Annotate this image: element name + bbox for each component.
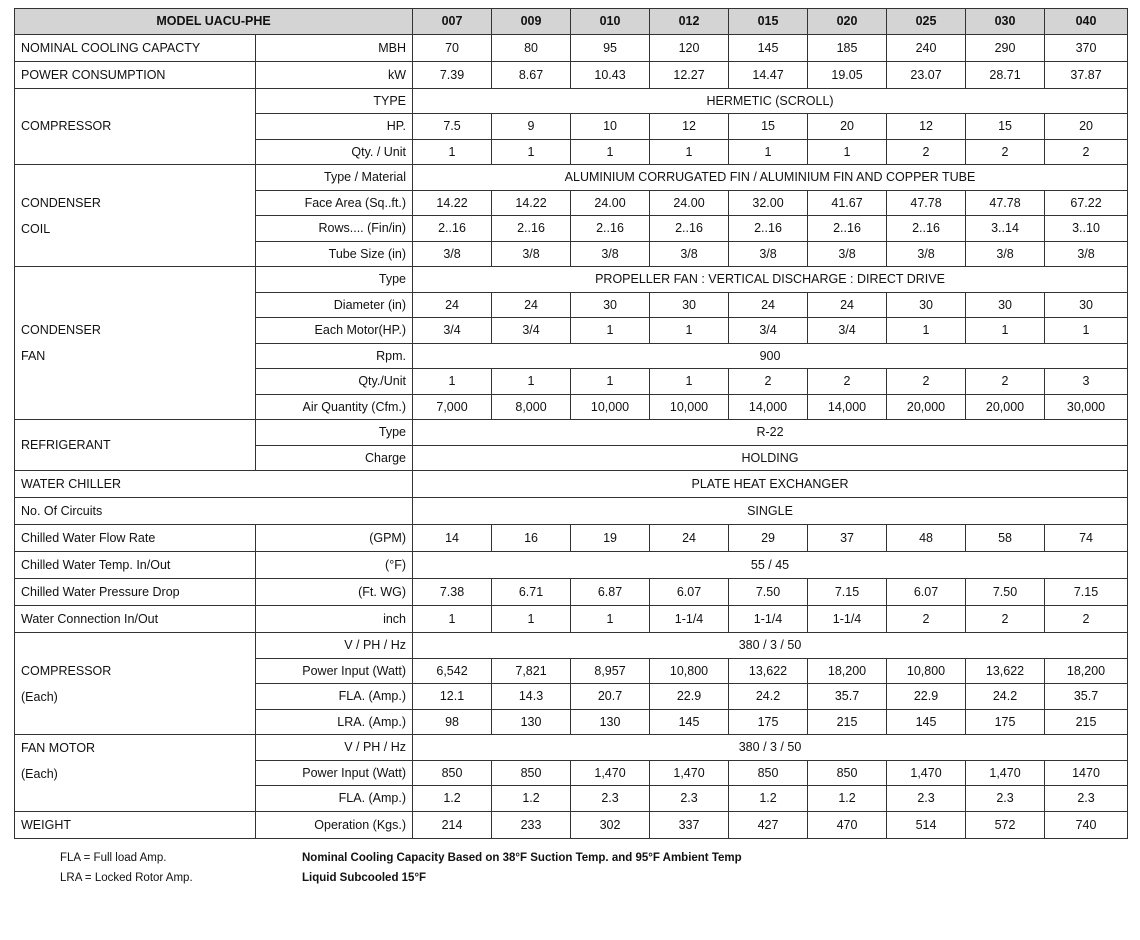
parameter-label: Charge: [256, 445, 413, 471]
value-cell: 740: [1045, 811, 1128, 838]
model-020: 020: [808, 9, 887, 35]
value-cell: 30: [966, 292, 1045, 318]
value-cell: 240: [887, 34, 966, 61]
value-cell: 7.50: [966, 579, 1045, 606]
value-cell: 6.71: [492, 579, 571, 606]
table-row: [15, 61, 1128, 88]
value-cell: 48: [887, 525, 966, 552]
value-cell: 10: [571, 114, 650, 140]
merged-value: 55 / 45: [413, 552, 1128, 579]
model-010: 010: [571, 9, 650, 35]
value-cell: 175: [966, 709, 1045, 735]
value-cell: 3/4: [808, 318, 887, 344]
value-cell: 120: [650, 34, 729, 61]
value-cell: 3..10: [1045, 216, 1128, 242]
value-cell: 9: [492, 114, 571, 140]
value-cell: 24.2: [729, 684, 808, 710]
value-cell: 145: [729, 34, 808, 61]
value-cell: 35.7: [1045, 684, 1128, 710]
value-cell: 370: [1045, 34, 1128, 61]
parameter-label: LRA. (Amp.): [256, 709, 413, 735]
subcool-note: Liquid Subcooled 15°F: [302, 872, 427, 884]
value-cell: 850: [492, 760, 571, 786]
value-cell: 233: [492, 811, 571, 838]
table-row: [15, 579, 1128, 606]
value-cell: 185: [808, 34, 887, 61]
value-cell: 24: [729, 292, 808, 318]
value-cell: 80: [492, 34, 571, 61]
value-cell: 12: [887, 114, 966, 140]
table-row: [15, 471, 1128, 498]
parameter-label: Power Input (Watt): [256, 760, 413, 786]
parameter-label: Power Input (Watt): [256, 658, 413, 684]
parameter-label: TYPE: [256, 88, 413, 114]
value-cell: 15: [966, 114, 1045, 140]
merged-value: HERMETIC (SCROLL): [413, 88, 1128, 114]
table-row: [15, 34, 1128, 61]
value-cell: 15: [729, 114, 808, 140]
value-cell: 6.07: [887, 579, 966, 606]
value-cell: 850: [808, 760, 887, 786]
section-label: Chilled Water Flow Rate: [15, 525, 256, 552]
value-cell: 19: [571, 525, 650, 552]
value-cell: 3/8: [492, 241, 571, 267]
value-cell: 2: [1045, 139, 1128, 165]
value-cell: 145: [887, 709, 966, 735]
value-cell: 24: [808, 292, 887, 318]
table-row: [15, 498, 1128, 525]
value-cell: 1: [492, 139, 571, 165]
model-025: 025: [887, 9, 966, 35]
value-cell: 2..16: [729, 216, 808, 242]
value-cell: 10,000: [571, 394, 650, 420]
value-cell: 3/8: [1045, 241, 1128, 267]
value-cell: 3: [1045, 369, 1128, 395]
section-label: CONDENSER COIL: [15, 165, 256, 267]
value-cell: 337: [650, 811, 729, 838]
value-cell: 58: [966, 525, 1045, 552]
parameter-label: MBH: [256, 34, 413, 61]
value-cell: 1: [650, 369, 729, 395]
value-cell: 2: [887, 606, 966, 633]
value-cell: 2: [1045, 606, 1128, 633]
table-row: [15, 420, 1128, 446]
value-cell: 7.15: [1045, 579, 1128, 606]
value-cell: 1: [413, 369, 492, 395]
parameter-label: Qty. / Unit: [256, 139, 413, 165]
parameter-label: FLA. (Amp.): [256, 786, 413, 812]
value-cell: 3/8: [808, 241, 887, 267]
value-cell: 2: [966, 369, 1045, 395]
value-cell: 16: [492, 525, 571, 552]
value-cell: 470: [808, 811, 887, 838]
value-cell: 145: [650, 709, 729, 735]
model-030: 030: [966, 9, 1045, 35]
value-cell: 32.00: [729, 190, 808, 216]
model-040: 040: [1045, 9, 1128, 35]
parameter-label: HP.: [256, 114, 413, 140]
parameter-label: Tube Size (in): [256, 241, 413, 267]
section-label: WATER CHILLER: [15, 471, 413, 498]
merged-value: 380 / 3 / 50: [413, 735, 1128, 761]
value-cell: 514: [887, 811, 966, 838]
value-cell: 2: [887, 139, 966, 165]
value-cell: 2.3: [966, 786, 1045, 812]
value-cell: 12.1: [413, 684, 492, 710]
value-cell: 2..16: [887, 216, 966, 242]
value-cell: 215: [1045, 709, 1128, 735]
value-cell: 20.7: [571, 684, 650, 710]
value-cell: 37.87: [1045, 61, 1128, 88]
value-cell: 98: [413, 709, 492, 735]
value-cell: 14.3: [492, 684, 571, 710]
merged-value: PROPELLER FAN : VERTICAL DISCHARGE : DIRECT DRIVE: [413, 267, 1128, 293]
value-cell: 24: [650, 525, 729, 552]
parameter-label: Air Quantity (Cfm.): [256, 394, 413, 420]
value-cell: 47.78: [966, 190, 1045, 216]
section-label: Water Connection In/Out: [15, 606, 256, 633]
value-cell: 18,200: [808, 658, 887, 684]
value-cell: 14: [413, 525, 492, 552]
value-cell: 3/8: [729, 241, 808, 267]
value-cell: 2.3: [887, 786, 966, 812]
parameter-label: (GPM): [256, 525, 413, 552]
value-cell: 3/8: [887, 241, 966, 267]
value-cell: 67.22: [1045, 190, 1128, 216]
model-009: 009: [492, 9, 571, 35]
value-cell: 1-1/4: [729, 606, 808, 633]
parameter-label: Qty./Unit: [256, 369, 413, 395]
value-cell: 3/8: [413, 241, 492, 267]
value-cell: 214: [413, 811, 492, 838]
section-label: NOMINAL COOLING CAPACTY: [15, 34, 256, 61]
value-cell: 70: [413, 34, 492, 61]
merged-value: ALUMINIUM CORRUGATED FIN / ALUMINIUM FIN AND COPPER TUBE: [413, 165, 1128, 191]
value-cell: 1-1/4: [650, 606, 729, 633]
value-cell: 3/4: [413, 318, 492, 344]
value-cell: 6,542: [413, 658, 492, 684]
value-cell: 1: [492, 606, 571, 633]
value-cell: 18,200: [1045, 658, 1128, 684]
merged-value: 380 / 3 / 50: [413, 633, 1128, 659]
merged-value: HOLDING: [413, 445, 1128, 471]
value-cell: 23.07: [887, 61, 966, 88]
section-label: REFRIGERANT: [15, 420, 256, 471]
parameter-label: Type: [256, 420, 413, 446]
value-cell: 24.00: [650, 190, 729, 216]
value-cell: 1: [571, 139, 650, 165]
section-label: Chilled Water Temp. In/Out: [15, 552, 256, 579]
value-cell: 850: [413, 760, 492, 786]
value-cell: 12.27: [650, 61, 729, 88]
parameter-label: Rows.... (Fin/in): [256, 216, 413, 242]
value-cell: 130: [492, 709, 571, 735]
value-cell: 2: [808, 369, 887, 395]
value-cell: 20,000: [887, 394, 966, 420]
value-cell: 6.87: [571, 579, 650, 606]
section-label: Chilled Water Pressure Drop: [15, 579, 256, 606]
fla-note: FLA = Full load Amp.: [60, 852, 167, 864]
section-label: COMPRESSOR (Each): [15, 633, 256, 735]
value-cell: 3/8: [650, 241, 729, 267]
parameter-label: Rpm.: [256, 343, 413, 369]
value-cell: 215: [808, 709, 887, 735]
value-cell: 2: [729, 369, 808, 395]
section-label: WEIGHT: [15, 811, 256, 838]
value-cell: 2..16: [571, 216, 650, 242]
value-cell: 24: [492, 292, 571, 318]
abbreviation-notes: [60, 848, 193, 888]
parameter-label: (°F): [256, 552, 413, 579]
model-header: MODEL UACU-PHE: [15, 9, 413, 35]
parameter-label: V / PH / Hz: [256, 735, 413, 761]
value-cell: 30: [1045, 292, 1128, 318]
value-cell: 30,000: [1045, 394, 1128, 420]
value-cell: 1470: [1045, 760, 1128, 786]
value-cell: 7,000: [413, 394, 492, 420]
value-cell: 572: [966, 811, 1045, 838]
value-cell: 2..16: [650, 216, 729, 242]
header-row: [15, 9, 1128, 35]
value-cell: 1: [571, 606, 650, 633]
value-cell: 14.22: [492, 190, 571, 216]
value-cell: 41.67: [808, 190, 887, 216]
value-cell: 302: [571, 811, 650, 838]
value-cell: 30: [650, 292, 729, 318]
parameter-label: inch: [256, 606, 413, 633]
value-cell: 2.3: [571, 786, 650, 812]
value-cell: 3/8: [571, 241, 650, 267]
value-cell: 1: [1045, 318, 1128, 344]
value-cell: 7.5: [413, 114, 492, 140]
value-cell: 1,470: [571, 760, 650, 786]
value-cell: 2: [966, 606, 1045, 633]
value-cell: 1: [650, 318, 729, 344]
value-cell: 2: [966, 139, 1045, 165]
value-cell: 35.7: [808, 684, 887, 710]
value-cell: 24: [413, 292, 492, 318]
table-row: [15, 606, 1128, 633]
value-cell: 14.22: [413, 190, 492, 216]
value-cell: 14,000: [729, 394, 808, 420]
value-cell: 22.9: [650, 684, 729, 710]
merged-value: SINGLE: [413, 498, 1128, 525]
section-label: FAN MOTOR (Each): [15, 735, 256, 812]
value-cell: 2.3: [650, 786, 729, 812]
value-cell: 10,000: [650, 394, 729, 420]
value-cell: 3/8: [966, 241, 1045, 267]
parameter-label: Diameter (in): [256, 292, 413, 318]
section-label: COMPRESSOR: [15, 88, 256, 165]
value-cell: 8,957: [571, 658, 650, 684]
value-cell: 7.15: [808, 579, 887, 606]
merged-value: R-22: [413, 420, 1128, 446]
value-cell: 22.9: [887, 684, 966, 710]
value-cell: 1: [729, 139, 808, 165]
value-cell: 1,470: [650, 760, 729, 786]
value-cell: 427: [729, 811, 808, 838]
rating-note: Nominal Cooling Capacity Based on 38°F Suction Temp. and 95°F Ambient Temp: [302, 852, 742, 864]
value-cell: 10,800: [650, 658, 729, 684]
value-cell: 3..14: [966, 216, 1045, 242]
model-007: 007: [413, 9, 492, 35]
value-cell: 28.71: [966, 61, 1045, 88]
value-cell: 1: [808, 139, 887, 165]
table-row: [15, 165, 1128, 191]
value-cell: 2..16: [413, 216, 492, 242]
table-row: [15, 735, 1128, 761]
value-cell: 1: [887, 318, 966, 344]
spec-table: [14, 8, 1128, 839]
value-cell: 1.2: [492, 786, 571, 812]
model-015: 015: [729, 9, 808, 35]
section-label: No. Of Circuits: [15, 498, 413, 525]
value-cell: 1.2: [413, 786, 492, 812]
section-label: POWER CONSUMPTION: [15, 61, 256, 88]
parameter-label: Each Motor(HP.): [256, 318, 413, 344]
parameter-label: (Ft. WG): [256, 579, 413, 606]
table-row: [15, 811, 1128, 838]
value-cell: 1: [571, 318, 650, 344]
value-cell: 7,821: [492, 658, 571, 684]
table-row: [15, 552, 1128, 579]
value-cell: 1.2: [729, 786, 808, 812]
value-cell: 29: [729, 525, 808, 552]
value-cell: 3/4: [729, 318, 808, 344]
value-cell: 10,800: [887, 658, 966, 684]
value-cell: 290: [966, 34, 1045, 61]
value-cell: 30: [571, 292, 650, 318]
value-cell: 30: [887, 292, 966, 318]
value-cell: 1: [571, 369, 650, 395]
value-cell: 12: [650, 114, 729, 140]
value-cell: 14.47: [729, 61, 808, 88]
value-cell: 13,622: [966, 658, 1045, 684]
value-cell: 1: [650, 139, 729, 165]
value-cell: 2..16: [492, 216, 571, 242]
parameter-label: V / PH / Hz: [256, 633, 413, 659]
value-cell: 13,622: [729, 658, 808, 684]
value-cell: 20,000: [966, 394, 1045, 420]
parameter-label: Type / Material: [256, 165, 413, 191]
value-cell: 37: [808, 525, 887, 552]
value-cell: 14,000: [808, 394, 887, 420]
value-cell: 1,470: [966, 760, 1045, 786]
value-cell: 8,000: [492, 394, 571, 420]
value-cell: 7.50: [729, 579, 808, 606]
value-cell: 7.38: [413, 579, 492, 606]
value-cell: 10.43: [571, 61, 650, 88]
value-cell: 1.2: [808, 786, 887, 812]
value-cell: 47.78: [887, 190, 966, 216]
parameter-label: Type: [256, 267, 413, 293]
merged-value: 900: [413, 343, 1128, 369]
merged-value: PLATE HEAT EXCHANGER: [413, 471, 1128, 498]
value-cell: 8.67: [492, 61, 571, 88]
value-cell: 1: [492, 369, 571, 395]
value-cell: 850: [729, 760, 808, 786]
value-cell: 7.39: [413, 61, 492, 88]
model-012: 012: [650, 9, 729, 35]
parameter-label: FLA. (Amp.): [256, 684, 413, 710]
value-cell: 2.3: [1045, 786, 1128, 812]
value-cell: 1: [413, 606, 492, 633]
table-row: [15, 88, 1128, 114]
value-cell: 6.07: [650, 579, 729, 606]
value-cell: 1-1/4: [808, 606, 887, 633]
value-cell: 95: [571, 34, 650, 61]
value-cell: 1: [413, 139, 492, 165]
value-cell: 19.05: [808, 61, 887, 88]
value-cell: 74: [1045, 525, 1128, 552]
table-row: [15, 525, 1128, 552]
table-row: [15, 633, 1128, 659]
lra-note: LRA = Locked Rotor Amp.: [60, 872, 193, 884]
value-cell: 24.2: [966, 684, 1045, 710]
value-cell: 20: [808, 114, 887, 140]
parameter-label: Face Area (Sq..ft.): [256, 190, 413, 216]
value-cell: 2: [887, 369, 966, 395]
parameter-label: kW: [256, 61, 413, 88]
value-cell: 1,470: [887, 760, 966, 786]
section-label: CONDENSER FAN: [15, 267, 256, 420]
rating-notes: [302, 848, 742, 888]
value-cell: 24.00: [571, 190, 650, 216]
value-cell: 3/4: [492, 318, 571, 344]
value-cell: 20: [1045, 114, 1128, 140]
table-row: [15, 267, 1128, 293]
value-cell: 130: [571, 709, 650, 735]
value-cell: 175: [729, 709, 808, 735]
value-cell: 1: [966, 318, 1045, 344]
parameter-label: Operation (Kgs.): [256, 811, 413, 838]
value-cell: 2..16: [808, 216, 887, 242]
